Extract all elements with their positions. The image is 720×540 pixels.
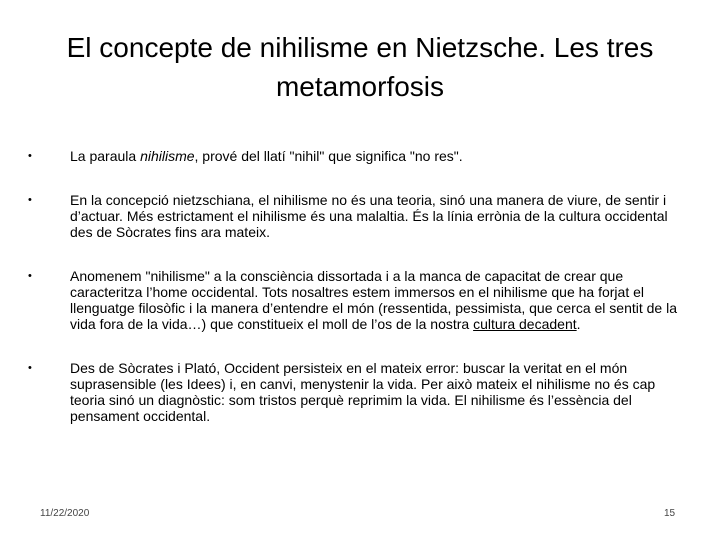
bullet-underlined-link[interactable]: cultura decadent (473, 316, 577, 332)
bullet-text: Des de Sòcrates i Plató, Occident persisteix en el mateix error: buscar la veritat en el món suprasensible (les Idees) i, en canvi, menystenir la vida. Per això mateix el nihilisme no és cap teoria sinó un diagnòstic: som tristos perquè reprimim la vida. El nihilisme és l’essència del pensament occidental. (70, 360, 656, 424)
bullet-item (28, 268, 678, 332)
bullet-list (28, 148, 678, 424)
bullet-dot: • (28, 150, 32, 162)
footer-page-number: 15 (664, 508, 676, 519)
bullet-text: La paraula (70, 148, 141, 164)
bullet-text: . (576, 316, 581, 332)
bullet-dot: • (28, 194, 32, 206)
footer-date: 11/22/2020 (40, 508, 90, 519)
bullet-text: , prové del llatí "nihil" que significa "no res". (194, 148, 463, 164)
bullet-item (28, 148, 678, 164)
bullet-emphasis: nihilisme (140, 148, 195, 164)
bullet-text: Anomenem "nihilisme" a la consciència dissortada i a la manca de capacitat de crear que caracteritza l’home occidental. Tots nosaltres estem immersos en el nihilisme que ha forjat el llenguatge filosòfic i la manera d’entendre el món (ressentida, pessimista, que cerca el sentit de la vida fora de la vida…) que constitueix el moll de l’os de la nostra (70, 268, 677, 332)
bullet-text: En la concepció nietzschiana, el nihilisme no és una teoria, sinó una manera de viure, de sentir i d’actuar. Més estrictament el nihilisme és una malaltia. És la línia errònia de la cultura occidental des de Sòcrates fins ara mateix. (70, 192, 668, 240)
bullet-dot: • (28, 362, 32, 374)
slide-title: El concepte de nihilisme en Nietzsche. Les tres metamorfosis (66, 32, 654, 102)
bullet-dot: • (28, 270, 32, 282)
bullet-item (28, 192, 678, 240)
bullet-item (28, 360, 678, 424)
